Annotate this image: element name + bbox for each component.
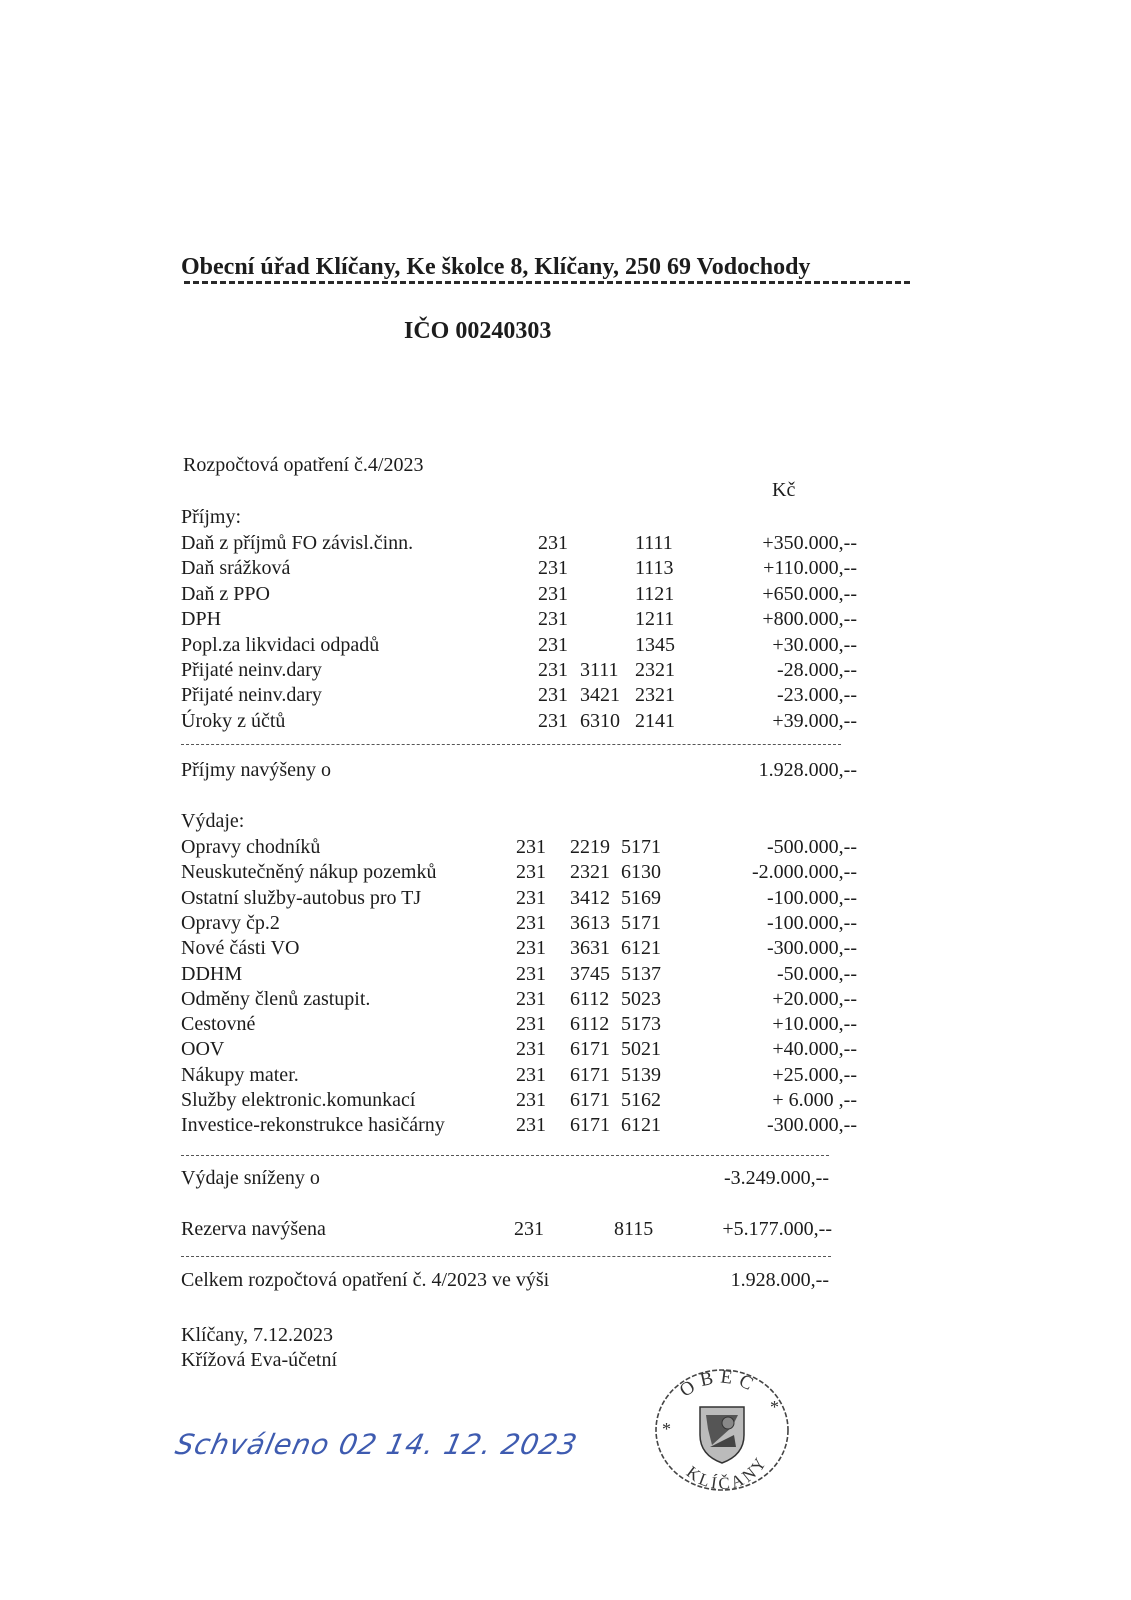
table-row xyxy=(0,1064,1131,1090)
row-label: Přijaté neinv.dary xyxy=(181,659,322,681)
row-code-c: 5171 xyxy=(621,836,661,858)
author-line: Křížová Eva-účetní xyxy=(181,1349,338,1371)
grand-total-row xyxy=(0,1269,1131,1295)
expenses-total-label: Výdaje sníženy o xyxy=(181,1167,320,1189)
row-label: Neuskutečněný nákup pozemků xyxy=(181,861,437,884)
row-label: Daň srážková xyxy=(181,557,291,580)
row-label: Cestovné xyxy=(181,1013,256,1036)
row-label: Opravy chodníků xyxy=(181,836,321,858)
row-amount: + 6.000 ,-- xyxy=(772,1089,857,1111)
row-code-a: 231 xyxy=(538,709,568,732)
row-code-c: 5023 xyxy=(621,987,661,1010)
row-label: Investice-rekonstrukce hasičárny xyxy=(181,1114,445,1137)
row-code-b: 2219 xyxy=(570,836,610,858)
expenses-divider xyxy=(181,1155,829,1156)
reserve-label: Rezerva navýšena xyxy=(181,1218,326,1240)
row-code-a: 231 xyxy=(516,937,546,960)
row-code-c: 1111 xyxy=(635,532,673,554)
row-code-c: 5171 xyxy=(621,911,661,934)
row-code-c: 1113 xyxy=(635,557,674,580)
row-label: Úroky z účtů xyxy=(181,709,286,732)
row-label: Opravy čp.2 xyxy=(181,911,280,934)
row-code-a: 231 xyxy=(538,557,568,580)
income-section-label: Příjmy: xyxy=(181,506,242,528)
row-amount: -100.000,-- xyxy=(767,911,857,934)
row-code-c: 5169 xyxy=(621,886,661,909)
row-code-b: 6171 xyxy=(570,1114,610,1137)
row-code-b: 6171 xyxy=(570,1038,610,1061)
row-code-c: 2141 xyxy=(635,709,675,732)
header-divider xyxy=(184,281,910,284)
row-label: Služby elektronic.komunkací xyxy=(181,1089,416,1111)
row-code-c: 1345 xyxy=(635,633,675,656)
table-row xyxy=(0,836,1131,862)
table-row xyxy=(0,912,1131,938)
row-code-a: 231 xyxy=(516,1114,546,1137)
municipal-stamp xyxy=(652,1365,792,1495)
row-label: OOV xyxy=(181,1038,225,1061)
income-divider xyxy=(181,744,841,745)
row-code-b: 3745 xyxy=(570,962,610,985)
row-code-a: 231 xyxy=(516,861,546,884)
row-label: Popl.za likvidaci odpadů xyxy=(181,633,380,656)
expenses-total-amount: -3.249.000,-- xyxy=(724,1167,829,1189)
row-label: DDHM xyxy=(181,962,243,985)
place-date: Klíčany, 7.12.2023 xyxy=(181,1324,334,1346)
stamp-star-right: * xyxy=(770,1397,779,1417)
row-label: Ostatní služby-autobus pro TJ xyxy=(181,886,422,909)
row-code-c: 6121 xyxy=(621,1114,661,1137)
row-amount: -23.000,-- xyxy=(777,684,857,707)
row-label: Nákupy mater. xyxy=(181,1063,299,1086)
table-row xyxy=(0,583,1131,609)
stamp-top-text: OBEC xyxy=(675,1366,762,1402)
reserve-row xyxy=(0,1218,1131,1244)
row-code-b: 2321 xyxy=(570,861,610,884)
income-total-label: Příjmy navýšeny o xyxy=(181,759,331,781)
row-code-b: 6112 xyxy=(570,987,610,1010)
row-amount: +650.000,-- xyxy=(762,582,857,605)
row-code-a: 231 xyxy=(538,582,568,605)
row-code-a: 231 xyxy=(516,962,546,985)
row-code-b: 3613 xyxy=(570,911,610,934)
row-code-a: 231 xyxy=(516,886,546,909)
row-code-c: 5137 xyxy=(621,962,661,985)
row-amount: -300.000,-- xyxy=(767,937,857,960)
table-row xyxy=(0,557,1131,583)
table-row xyxy=(0,532,1131,558)
row-code-c: 2321 xyxy=(635,684,675,707)
grand-total-label: Celkem rozpočtová opatření č. 4/2023 ve výši xyxy=(181,1269,550,1291)
row-amount: +20.000,-- xyxy=(772,987,857,1010)
table-row xyxy=(0,684,1131,710)
row-amount: +30.000,-- xyxy=(772,633,857,656)
row-code-a: 231 xyxy=(516,836,546,858)
row-code-a: 231 xyxy=(516,1038,546,1061)
row-code-b: 6171 xyxy=(570,1063,610,1086)
row-label: Přijaté neinv.dary xyxy=(181,684,322,707)
row-code-b: 3421 xyxy=(580,684,620,707)
table-row xyxy=(0,1038,1131,1064)
currency-label: Kč xyxy=(772,479,796,501)
row-code-a: 231 xyxy=(516,1063,546,1086)
office-header: Obecní úřad Klíčany, Ke školce 8, Klíčany, 250 69 Vodochody xyxy=(181,254,811,280)
approval-handwriting: Schváleno 02 14. 12. 2023 xyxy=(172,1428,581,1461)
row-code-a: 231 xyxy=(516,911,546,934)
table-row xyxy=(0,1114,1131,1140)
row-code-b: 6310 xyxy=(580,709,620,732)
row-code-c: 2321 xyxy=(635,659,675,681)
grand-total-amount: 1.928.000,-- xyxy=(730,1269,829,1291)
row-amount: +39.000,-- xyxy=(772,709,857,732)
row-label: Daň z příjmů FO závisl.činn. xyxy=(181,532,414,554)
row-amount: +350.000,-- xyxy=(762,532,857,554)
row-code-a: 231 xyxy=(516,987,546,1010)
row-code-b: 6112 xyxy=(570,1013,610,1036)
row-amount: +40.000,-- xyxy=(772,1038,857,1061)
row-code-c: 1211 xyxy=(635,608,675,631)
document-heading: Rozpočtová opatření č.4/2023 xyxy=(183,454,424,476)
row-code-a: 231 xyxy=(538,659,568,681)
table-row xyxy=(0,1089,1131,1115)
grand-total-divider xyxy=(181,1256,831,1257)
row-amount: -300.000,-- xyxy=(767,1114,857,1137)
row-code-a: 231 xyxy=(538,633,568,656)
ico-number: IČO 00240303 xyxy=(404,318,552,344)
row-label: DPH xyxy=(181,608,222,631)
row-code-b: 3111 xyxy=(580,659,619,681)
reserve-code-c: 8115 xyxy=(614,1218,654,1240)
stamp-bottom-text: KLÍČANY xyxy=(682,1452,772,1494)
row-code-c: 5162 xyxy=(621,1089,661,1111)
reserve-amount: +5.177.000,-- xyxy=(722,1218,832,1240)
row-code-a: 231 xyxy=(516,1013,546,1036)
coat-of-arms-icon xyxy=(700,1407,744,1463)
table-row xyxy=(0,937,1131,963)
row-code-a: 231 xyxy=(538,608,568,631)
row-code-a: 231 xyxy=(538,532,568,554)
row-amount: +800.000,-- xyxy=(762,608,857,631)
expenses-total-row xyxy=(0,1167,1131,1193)
row-code-b: 3631 xyxy=(570,937,610,960)
row-amount: +10.000,-- xyxy=(772,1013,857,1036)
table-row xyxy=(0,608,1131,634)
row-amount: +110.000,-- xyxy=(763,557,857,580)
row-code-a: 231 xyxy=(538,684,568,707)
row-code-b: 3412 xyxy=(570,886,610,909)
table-row xyxy=(0,861,1131,887)
row-code-b: 6171 xyxy=(570,1089,610,1111)
table-row xyxy=(0,634,1131,660)
table-row xyxy=(0,887,1131,913)
row-amount: -2.000.000,-- xyxy=(752,861,857,884)
row-code-c: 5173 xyxy=(621,1013,661,1036)
expenses-section-label: Výdaje: xyxy=(181,810,245,832)
table-row xyxy=(0,710,1131,736)
table-row xyxy=(0,1013,1131,1039)
row-code-a: 231 xyxy=(516,1089,546,1111)
stamp-star-left: * xyxy=(662,1419,671,1439)
row-amount: +25.000,-- xyxy=(772,1063,857,1086)
row-code-c: 6121 xyxy=(621,937,661,960)
row-code-c: 5139 xyxy=(621,1063,661,1086)
table-row xyxy=(0,659,1131,685)
row-amount: -28.000,-- xyxy=(777,659,857,681)
row-amount: -50.000,-- xyxy=(777,962,857,985)
row-label: Nové části VO xyxy=(181,937,300,960)
row-label: Daň z PPO xyxy=(181,582,270,605)
income-total-row xyxy=(0,759,1131,785)
row-code-c: 1121 xyxy=(635,582,675,605)
row-label: Odměny členů zastupit. xyxy=(181,987,371,1010)
table-row xyxy=(0,988,1131,1014)
row-amount: -100.000,-- xyxy=(767,886,857,909)
table-row xyxy=(0,963,1131,989)
row-amount: -500.000,-- xyxy=(767,836,857,858)
row-code-c: 6130 xyxy=(621,861,661,884)
income-total-amount: 1.928.000,-- xyxy=(758,759,857,781)
reserve-code-a: 231 xyxy=(514,1218,544,1240)
row-code-c: 5021 xyxy=(621,1038,661,1061)
